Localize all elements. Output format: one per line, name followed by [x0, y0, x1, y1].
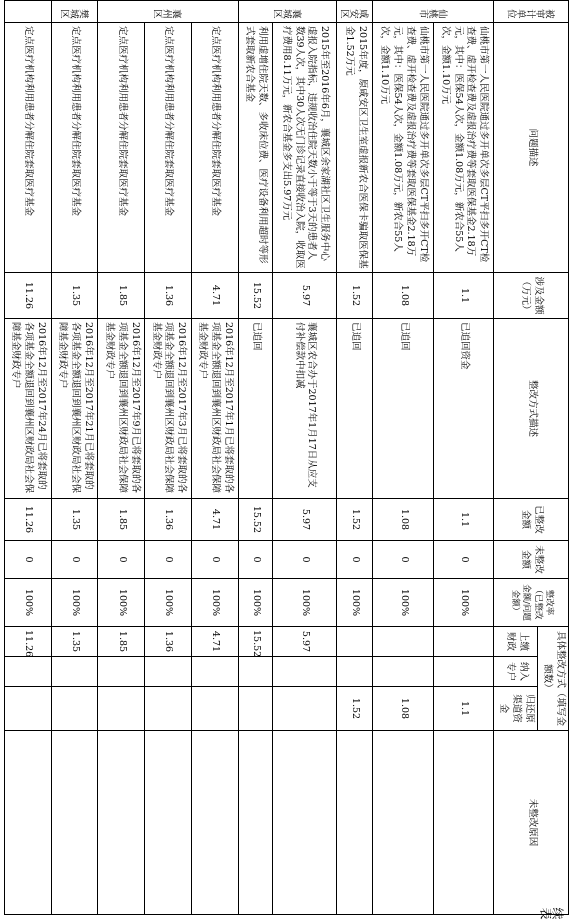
rate-cell: 100%	[145, 579, 192, 627]
unrectified-cell: 0	[272, 541, 337, 579]
unrectified-cell: 0	[5, 541, 52, 579]
unit-cell: 襄州区	[98, 1, 238, 23]
header-method: 整改方式描述	[494, 319, 569, 499]
issue-cell: 仙桃市第一人民医院通过多开单次多层CT平扫多开CT检查费、虚开检查费及虚报治疗费等套取医保基金2.18万元，其中：医保54人次，金额1.08万元，新农合55人次，金额1.10万元	[433, 23, 493, 273]
unit-cell: 樊城区	[51, 1, 98, 23]
unit-cell: 襄城区	[238, 1, 337, 23]
continued-label: 续表	[540, 906, 564, 920]
header-rate: 整改率（已整改金额/问题金额）	[494, 579, 569, 627]
return-cell	[191, 687, 238, 731]
unrectified-cell: 0	[191, 541, 238, 579]
rate-cell: 100%	[191, 579, 238, 627]
rate-cell: 100%	[373, 579, 433, 627]
reason-cell	[191, 731, 238, 915]
method-cell: 2016年12月至2017年9月已将套取的各项基金全额退回到襄州区财政局社会保障基金财政专户	[98, 319, 145, 499]
reason-cell	[238, 731, 272, 915]
budget-cell	[98, 657, 145, 687]
reason-cell	[145, 731, 192, 915]
rectified-cell: 1.52	[337, 499, 373, 541]
method-cell: 已追回资金	[433, 319, 493, 499]
rectified-cell: 1.08	[373, 499, 433, 541]
issue-cell: 2015年至2016年6月，襄城区余家湖社区卫生服务中心虚报入院指标，违规收治住院天数小于等于3天的患者人数39人次，其中30人次无门诊记录直接收治入院，收取医疗费用8.11万元，新农合基金多支出5.97万元	[272, 23, 337, 273]
budget-cell	[433, 657, 493, 687]
table-row	[272, 1, 337, 915]
rate-cell: 100%	[272, 579, 337, 627]
turn-over-cell: 5.97	[272, 627, 337, 657]
unrectified-cell: 0	[145, 541, 192, 579]
amount-cell: 1.08	[373, 273, 433, 319]
unit-cell: 咸安区	[337, 1, 373, 23]
issue-cell: 仙桃市第一人民医院通过多开单次多层CT平扫多开CT检查费、虚开检查费及虚报治疗费等套取医保基金2.18万元，其中：医保54人次，金额1.08万元，新农合55人次，金额1.10万元	[373, 23, 433, 273]
return-cell: 1.08	[373, 687, 433, 731]
issue-cell: 定点医疗机构利用患者分解住院套取医疗基金	[191, 23, 238, 273]
header-turn-over: 上缴财政	[494, 627, 538, 657]
method-cell: 已追回	[337, 319, 373, 499]
rectified-cell: 15.52	[238, 499, 272, 541]
rectified-cell: 1.85	[98, 499, 145, 541]
issue-cell: 定点医疗机构利用患者分解住院套取医疗基金	[145, 23, 192, 273]
return-cell: 1.52	[337, 687, 373, 731]
rate-cell: 100%	[5, 579, 52, 627]
budget-cell	[272, 657, 337, 687]
reason-cell	[272, 731, 337, 915]
unit-cell	[5, 1, 52, 23]
turn-over-cell: 1.35	[51, 627, 98, 657]
amount-cell: 1.1	[433, 273, 493, 319]
budget-cell	[337, 657, 373, 687]
rate-cell: 100%	[238, 579, 272, 627]
rectified-cell: 5.97	[272, 499, 337, 541]
rectified-cell: 1.35	[51, 499, 98, 541]
header-rectified: 已整改金额	[494, 499, 569, 541]
method-cell: 已追回	[238, 319, 272, 499]
header-budget: 纳入专户	[494, 657, 538, 687]
amount-cell: 5.97	[272, 273, 337, 319]
issue-cell: 定点医疗机构利用患者分解住院套取医疗基金	[98, 23, 145, 273]
amount-cell: 1.35	[51, 273, 98, 319]
header-specific: 具体整改方式（填写金额数）	[538, 627, 569, 731]
table-row	[145, 1, 192, 915]
unrectified-cell: 0	[238, 541, 272, 579]
turn-over-cell	[337, 627, 373, 657]
amount-cell: 1.52	[337, 273, 373, 319]
budget-cell	[191, 657, 238, 687]
table-row	[373, 1, 433, 915]
header-unit: 被审计单位	[494, 1, 569, 23]
unrectified-cell: 0	[373, 541, 433, 579]
return-cell: 1.1	[433, 687, 493, 731]
table-body	[5, 1, 494, 915]
audit-table	[4, 0, 569, 915]
turn-over-cell	[433, 627, 493, 657]
return-cell	[238, 687, 272, 731]
header-issue: 问题描述	[494, 23, 569, 273]
budget-cell	[238, 657, 272, 687]
issue-cell: 定点医疗机构利用患者分解住院套取医疗基金	[51, 23, 98, 273]
unit-cell: 仙桃市	[373, 1, 494, 23]
rectified-cell: 1.36	[145, 499, 192, 541]
method-cell: 2016年12月至2017年21月已将套取的各项基金全额退回到襄州区财政局社会保障基金财政专户	[51, 319, 98, 499]
method-cell: 襄城区农合办于2017年1月17日从应支付补偿款中扣减	[272, 319, 337, 499]
header-amount: 涉及金额（万元）	[494, 273, 569, 319]
turn-over-cell: 1.36	[145, 627, 192, 657]
table-row	[433, 1, 493, 915]
reason-cell	[51, 731, 98, 915]
table-row	[238, 1, 272, 915]
return-cell	[51, 687, 98, 731]
issue-cell: 利用虚增住院天数、多收床位费、医疗设备利用超时等形式套取新农合基金	[238, 23, 272, 273]
return-cell	[98, 687, 145, 731]
return-cell	[145, 687, 192, 731]
unrectified-cell: 0	[337, 541, 373, 579]
rate-cell: 100%	[433, 579, 493, 627]
budget-cell	[5, 657, 52, 687]
reason-cell	[98, 731, 145, 915]
amount-cell: 15.52	[238, 273, 272, 319]
turn-over-cell: 15.52	[238, 627, 272, 657]
table-row	[337, 1, 373, 915]
table-row	[51, 1, 98, 915]
header-reason: 未整改原因	[494, 731, 569, 915]
table-row	[98, 1, 145, 915]
rectified-cell: 11.26	[5, 499, 52, 541]
budget-cell	[51, 657, 98, 687]
method-cell: 2016年12月至2017年3月已将套取的各项基金全额退回到襄州区财政局社会保障基金财政专户	[145, 319, 192, 499]
return-cell	[5, 687, 52, 731]
amount-cell: 4.71	[191, 273, 238, 319]
reason-cell	[5, 731, 52, 915]
header-return: 归还原渠道资金	[494, 687, 538, 731]
turn-over-cell: 11.26	[5, 627, 52, 657]
return-cell	[272, 687, 337, 731]
issue-cell: 2015年度，原咸安区卫生室虚报新农合医保卡骗取医保基金1.52万元	[337, 23, 373, 273]
method-cell: 2016年12月至2017年24月已将套取的各项基金全额退回到襄州区财政局社会保障基金财政专户	[5, 319, 52, 499]
method-cell: 已追回	[373, 319, 433, 499]
rate-cell: 100%	[337, 579, 373, 627]
reason-cell	[433, 731, 493, 915]
turn-over-cell	[373, 627, 433, 657]
rectified-cell: 4.71	[191, 499, 238, 541]
amount-cell: 1.85	[98, 273, 145, 319]
budget-cell	[373, 657, 433, 687]
turn-over-cell: 4.71	[191, 627, 238, 657]
unrectified-cell: 0	[98, 541, 145, 579]
header-unrectified: 未整改金额	[494, 541, 569, 579]
table-row	[191, 1, 238, 915]
amount-cell: 11.26	[5, 273, 52, 319]
reason-cell	[337, 731, 373, 915]
rate-cell: 100%	[51, 579, 98, 627]
unrectified-cell: 0	[433, 541, 493, 579]
amount-cell: 1.36	[145, 273, 192, 319]
rectified-cell: 1.1	[433, 499, 493, 541]
issue-cell: 定点医疗机构利用患者分解住院套取医疗基金	[5, 23, 52, 273]
turn-over-cell: 1.85	[98, 627, 145, 657]
budget-cell	[145, 657, 192, 687]
reason-cell	[373, 731, 433, 915]
rate-cell: 100%	[98, 579, 145, 627]
method-cell: 2016年12月至2017年1月已将套取的各项基金全额退回到襄州区财政局社会保障基金财政专户	[191, 319, 238, 499]
table-row	[5, 1, 52, 915]
unrectified-cell: 0	[51, 541, 98, 579]
